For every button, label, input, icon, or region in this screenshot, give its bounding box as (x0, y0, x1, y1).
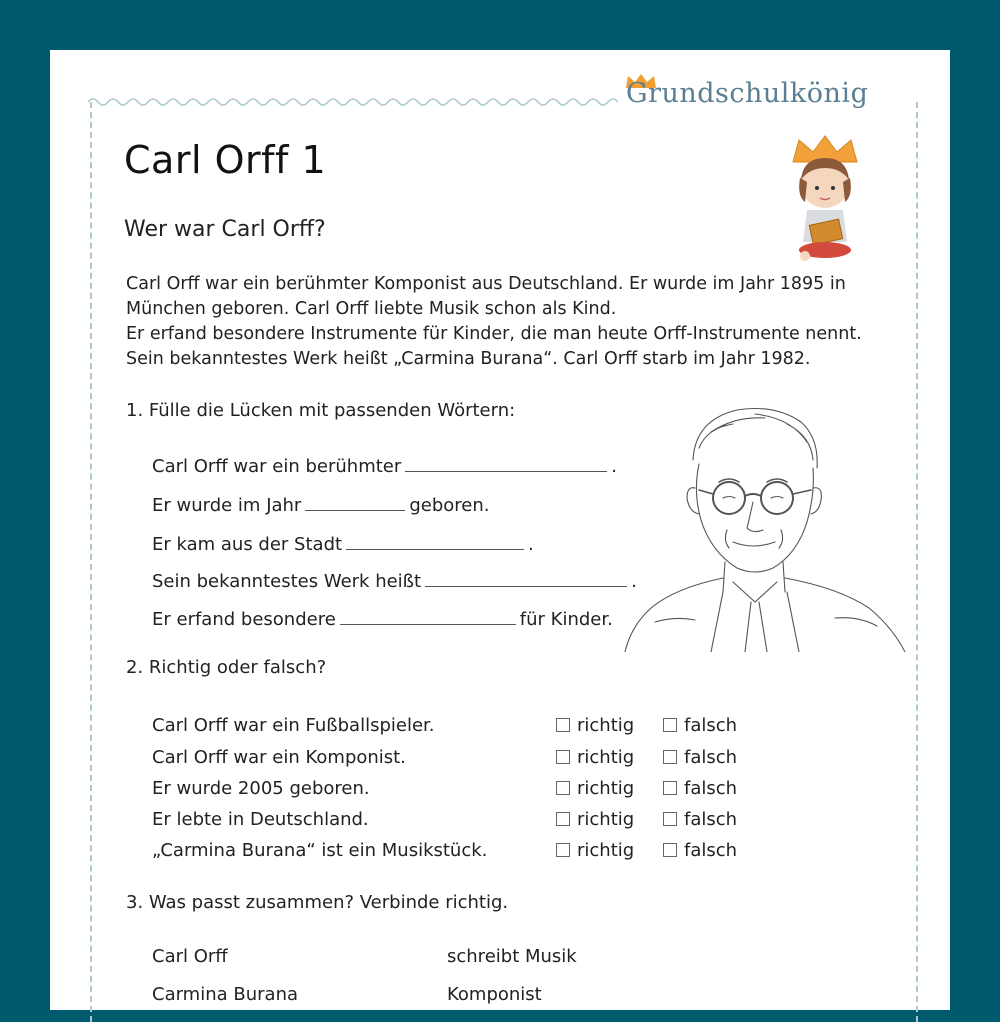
fill-text-after: geboren. (409, 495, 490, 516)
option-falsch[interactable] (663, 809, 737, 830)
option-richtig[interactable] (556, 809, 634, 830)
answer-blank[interactable] (305, 492, 405, 511)
intro-line: Carl Orff war ein berühmter Komponist aus Deutschland. Er wurde im Jahr 1895 in (126, 274, 846, 294)
option-falsch[interactable] (663, 715, 737, 736)
checkbox[interactable] (556, 781, 570, 795)
option-label: falsch (684, 778, 738, 799)
checkbox[interactable] (556, 843, 570, 857)
checkbox[interactable] (663, 750, 677, 764)
fill-text-after: . (528, 534, 534, 555)
fill-text-before: Sein bekanntestes Werk heißt (152, 571, 422, 592)
option-falsch[interactable] (663, 840, 737, 861)
worksheet-page (50, 50, 950, 1010)
option-label: falsch (684, 747, 738, 768)
match-left-item[interactable]: Carmina Burana (152, 984, 299, 1005)
option-label: falsch (684, 715, 738, 736)
intro-text (126, 272, 866, 372)
checkbox[interactable] (663, 781, 677, 795)
fill-line-3 (152, 531, 534, 555)
match-right-item[interactable]: Komponist (447, 984, 542, 1005)
answer-blank[interactable] (405, 453, 607, 472)
option-richtig[interactable] (556, 715, 634, 736)
answer-blank[interactable] (425, 568, 627, 587)
statement: Carl Orff war ein Fußballspieler. (152, 715, 435, 736)
fill-line-1 (152, 453, 617, 477)
answer-blank[interactable] (340, 606, 516, 625)
checkbox[interactable] (663, 843, 677, 857)
fill-text-before: Er erfand besondere (152, 609, 336, 630)
fill-text-after: . (631, 571, 637, 592)
option-falsch[interactable] (663, 778, 737, 799)
option-label: richtig (577, 778, 635, 799)
intro-line: München geboren. Carl Orff liebte Musik schon als Kind. (126, 299, 617, 319)
page-subtitle: Wer war Carl Orff? (124, 217, 326, 242)
intro-line: Er erfand besondere Instrumente für Kinder, die man heute Orff-Instrumente nennt. (126, 324, 862, 344)
statement: Carl Orff war ein Komponist. (152, 747, 406, 768)
match-left-item[interactable]: Carl Orff (152, 946, 228, 967)
child-reading-mascot (785, 132, 865, 272)
fill-text-before: Carl Orff war ein berühmter (152, 456, 402, 477)
option-falsch[interactable] (663, 747, 737, 768)
option-label: richtig (577, 715, 635, 736)
task-3-heading: 3. Was passt zusammen? Verbinde richtig. (126, 892, 509, 913)
fill-text-after: . (611, 456, 618, 477)
option-label: richtig (577, 747, 635, 768)
checkbox[interactable] (556, 718, 570, 732)
option-label: falsch (684, 840, 738, 861)
intro-line: Sein bekanntestes Werk heißt „Carmina Burana“. Carl Orff starb im Jahr 1982. (126, 349, 811, 369)
option-richtig[interactable] (556, 778, 634, 799)
option-label: richtig (577, 840, 635, 861)
fill-line-5 (152, 606, 613, 630)
fill-line-2 (152, 492, 490, 516)
checkbox[interactable] (556, 812, 570, 826)
checkbox[interactable] (556, 750, 570, 764)
checkbox[interactable] (663, 812, 677, 826)
statement: Er wurde 2005 geboren. (152, 778, 370, 799)
fill-line-4 (152, 568, 637, 592)
statement: „Carmina Burana“ ist ein Musikstück. (152, 840, 488, 861)
task-2-heading: 2. Richtig oder falsch? (126, 657, 327, 678)
task-1-heading: 1. Fülle die Lücken mit passenden Wörtern: (126, 400, 516, 421)
option-label: falsch (684, 809, 738, 830)
fill-text-after: für Kinder. (519, 609, 613, 630)
page-title: Carl Orff 1 (124, 138, 327, 182)
fill-text-before: Er wurde im Jahr (152, 495, 302, 516)
checkbox[interactable] (663, 718, 677, 732)
answer-blank[interactable] (346, 531, 524, 550)
match-right-item[interactable]: schreibt Musik (447, 946, 577, 967)
brand-logo: Grundschulkönig (626, 78, 869, 109)
fill-text-before: Er kam aus der Stadt (152, 534, 343, 555)
option-richtig[interactable] (556, 840, 634, 861)
carl-orff-portrait-sketch (615, 402, 915, 652)
option-label: richtig (577, 809, 635, 830)
statement: Er lebte in Deutschland. (152, 809, 369, 830)
option-richtig[interactable] (556, 747, 634, 768)
